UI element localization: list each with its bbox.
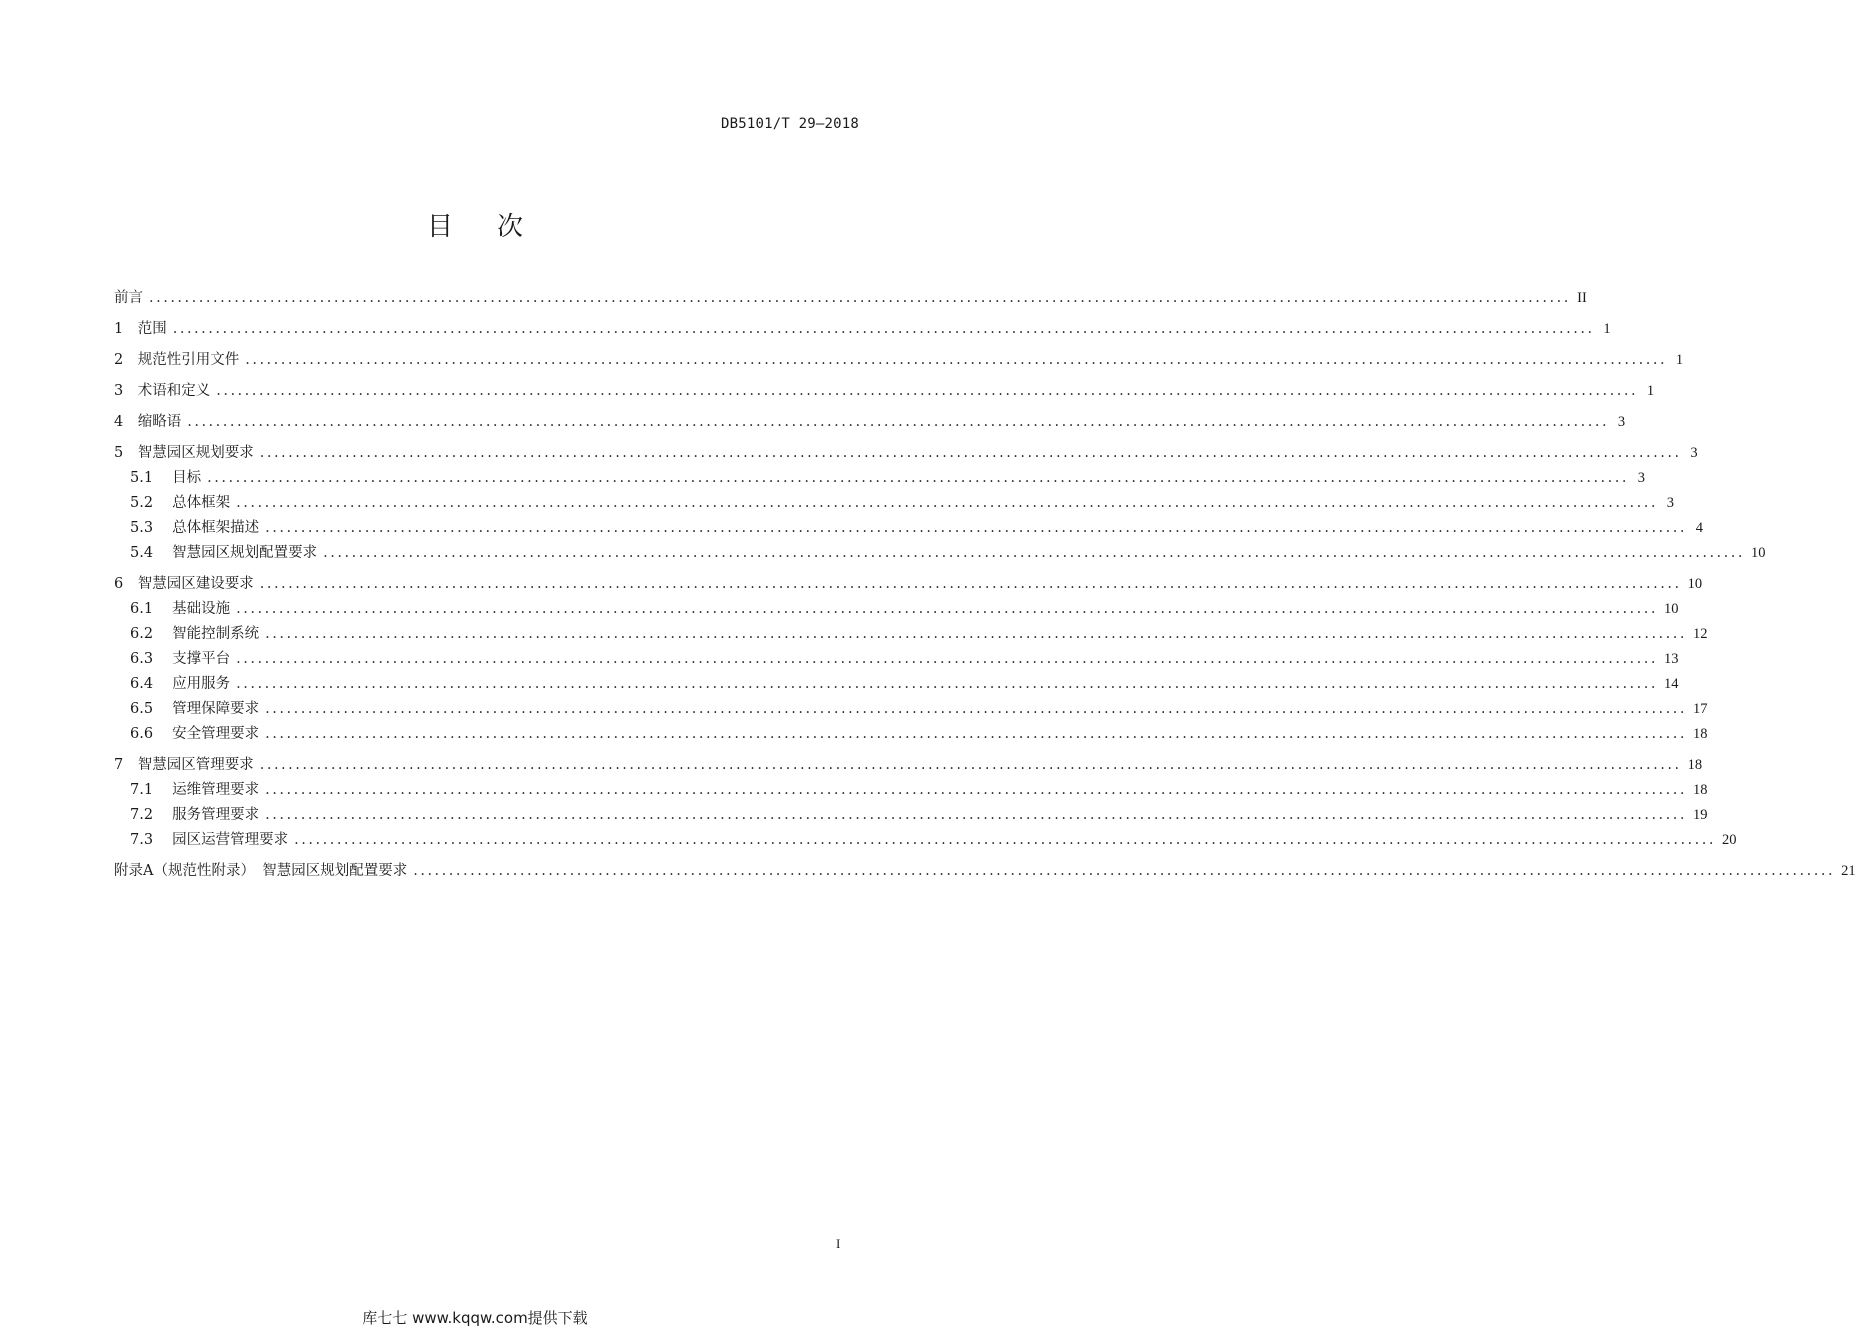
toc-entry-page: 3 [1617, 414, 1626, 430]
toc-entry[interactable] [114, 572, 1703, 597]
toc-entry-label: 支撑平台 [172, 651, 231, 667]
toc-leader-dots: ........................................................................................................................................................................................................ [265, 701, 1687, 717]
toc-entry-label: 基础设施 [172, 601, 231, 617]
toc-leader-dots: ........................................................................................................................................................................................................ [259, 445, 1682, 461]
toc-entry-page: 10 [1751, 545, 1766, 561]
toc-leader-dots: ........................................................................................................................................................................................................ [236, 676, 1658, 692]
toc-entry-page: 1 [1646, 383, 1655, 399]
toc-entry-number: 6.3 [130, 651, 173, 667]
toc-entry-page: 3 [1637, 470, 1645, 486]
toc-leader-dots: ........................................................................................................................................................................................................ [265, 520, 1687, 536]
toc-entry-number: 1 [114, 321, 138, 337]
toc-entry-number: 5.2 [130, 495, 173, 511]
toc-entry-page: 19 [1693, 807, 1708, 823]
toc-entry-page: 18 [1693, 726, 1708, 742]
toc-leader-dots: ........................................................................................................................................................................................................ [294, 832, 1716, 848]
toc-entry-page: 13 [1664, 651, 1679, 667]
toc-entry[interactable] [114, 778, 1708, 803]
toc-entry-label: 智慧园区规划要求 [137, 445, 254, 461]
toc-entry-page: 21 [1841, 863, 1856, 879]
toc-entry-label: 应用服务 [172, 676, 231, 692]
toc-entry-number: 6 [114, 576, 138, 592]
toc-entry-number: 6.5 [130, 701, 173, 717]
toc-entry-label: 缩略语 [137, 414, 182, 430]
toc-entry-page: 10 [1664, 601, 1679, 617]
table-of-contents [114, 286, 1856, 884]
toc-entry-page: II [1577, 290, 1587, 306]
toc-entry-number: 5.3 [130, 520, 173, 536]
toc-entry-number: 7.1 [130, 782, 173, 798]
toc-entry-number: 6.2 [130, 626, 173, 642]
toc-entry-number: 5.1 [130, 470, 173, 486]
toc-entry-page: 18 [1693, 782, 1708, 798]
toc-entry-page: 3 [1690, 445, 1698, 461]
toc-entry[interactable] [114, 622, 1708, 647]
toc-entry-label: 运维管理要求 [172, 782, 260, 798]
toc-entry[interactable] [114, 410, 1626, 435]
footer-watermark: 库七七 www.kqqw.com提供下载 [362, 1309, 588, 1327]
toc-leader-dots: ........................................................................................................................................................................................................ [187, 414, 1610, 430]
toc-leader-dots: ........................................................................................................................................................................................................ [265, 726, 1687, 742]
toc-leader-dots: ........................................................................................................................................................................................................ [216, 383, 1639, 399]
toc-entry[interactable] [114, 672, 1679, 697]
toc-entry-number: 5 [114, 445, 138, 461]
toc-entry[interactable] [114, 441, 1698, 466]
toc-entry-number: 7.3 [130, 832, 173, 848]
toc-entry[interactable] [114, 647, 1679, 672]
toc-entry-page: 18 [1687, 757, 1703, 773]
toc-entry-label: 规范性引用文件 [137, 352, 240, 368]
toc-entry-label: 术语和定义 [137, 383, 211, 399]
toc-leader-dots: ........................................................................................................................................................................................................ [245, 352, 1668, 368]
toc-entry-page: 14 [1664, 676, 1679, 692]
toc-entry[interactable] [114, 348, 1684, 373]
toc-entry-page: 3 [1666, 495, 1674, 511]
toc-entry-label: 前言 [114, 290, 143, 306]
toc-entry[interactable] [114, 516, 1703, 541]
toc-leader-dots: ........................................................................................................................................................................................................ [259, 576, 1682, 592]
toc-entry-page: 17 [1693, 701, 1708, 717]
toc-leader-dots: ........................................................................................................................................................................................................ [323, 545, 1745, 561]
toc-entry-page: 1 [1675, 352, 1684, 368]
toc-leader-dots: ........................................................................................................................................................................................................ [172, 321, 1595, 337]
toc-entry-label: 目标 [172, 470, 202, 486]
toc-entry[interactable] [114, 491, 1674, 516]
toc-entry-label: 智能控制系统 [172, 626, 260, 642]
toc-entry-number: 4 [114, 414, 138, 430]
toc-entry-label: 安全管理要求 [172, 726, 260, 742]
toc-entry[interactable] [114, 859, 1856, 884]
toc-entry-page: 1 [1603, 321, 1611, 337]
toc-entry-page: 20 [1722, 832, 1737, 848]
toc-leader-dots: ........................................................................................................................................................................................................ [265, 807, 1687, 823]
page-number: I [836, 1236, 841, 1251]
toc-entry[interactable] [114, 317, 1611, 342]
page-title: 目次 [426, 212, 567, 242]
toc-entry-number: 2 [114, 352, 138, 368]
toc-entry-label: 智慧园区建设要求 [137, 576, 254, 592]
toc-leader-dots: ........................................................................................................................................................................................................ [259, 757, 1682, 773]
document-code: DB5101/T 29—2018 [720, 116, 859, 132]
toc-entry-label: 智慧园区规划配置要求 [172, 545, 318, 561]
toc-leader-dots: ........................................................................................................................................................................................................ [236, 495, 1658, 511]
toc-entry-label: 管理保障要求 [172, 701, 260, 717]
toc-leader-dots: ........................................................................................................................................................................................................ [236, 651, 1658, 667]
toc-entry-label: 园区运营管理要求 [172, 832, 289, 848]
toc-entry-page: 4 [1695, 520, 1703, 536]
toc-leader-dots: ........................................................................................................................................................................................................ [413, 863, 1836, 879]
toc-entry-label: 总体框架 [172, 495, 231, 511]
toc-entry-page: 10 [1687, 576, 1703, 592]
toc-entry-label: 智慧园区管理要求 [137, 757, 254, 773]
toc-entry[interactable] [114, 379, 1655, 404]
toc-entry-page: 12 [1693, 626, 1708, 642]
toc-entry[interactable] [114, 286, 1587, 311]
toc-entry-number: 6.6 [130, 726, 173, 742]
toc-leader-dots: ........................................................................................................................................................................................................ [149, 290, 1571, 306]
toc-entry-number: 6.4 [130, 676, 173, 692]
toc-entry-label: 服务管理要求 [172, 807, 260, 823]
toc-entry[interactable] [114, 597, 1679, 622]
toc-entry[interactable] [114, 541, 1766, 566]
toc-leader-dots: ........................................................................................................................................................................................................ [265, 626, 1687, 642]
toc-entry-number: 7 [114, 757, 138, 773]
toc-entry-number: 3 [114, 383, 138, 399]
toc-entry[interactable] [114, 753, 1703, 778]
toc-leader-dots: ........................................................................................................................................................................................................ [207, 470, 1629, 486]
toc-entry-number: 5.4 [130, 545, 173, 561]
toc-entry-number: 7.2 [130, 807, 173, 823]
toc-entry-label: 范围 [137, 321, 167, 337]
toc-entry-label: 附录A（规范性附录） 智慧园区规划配置要求 [114, 863, 408, 879]
toc-leader-dots: ........................................................................................................................................................................................................ [265, 782, 1687, 798]
toc-entry[interactable] [114, 803, 1708, 828]
toc-entry[interactable] [114, 466, 1645, 491]
toc-entry[interactable] [114, 828, 1737, 853]
toc-entry[interactable] [114, 697, 1708, 722]
toc-leader-dots: ........................................................................................................................................................................................................ [236, 601, 1658, 617]
toc-entry[interactable] [114, 722, 1708, 747]
toc-entry-number: 6.1 [130, 601, 173, 617]
toc-entry-label: 总体框架描述 [172, 520, 260, 536]
